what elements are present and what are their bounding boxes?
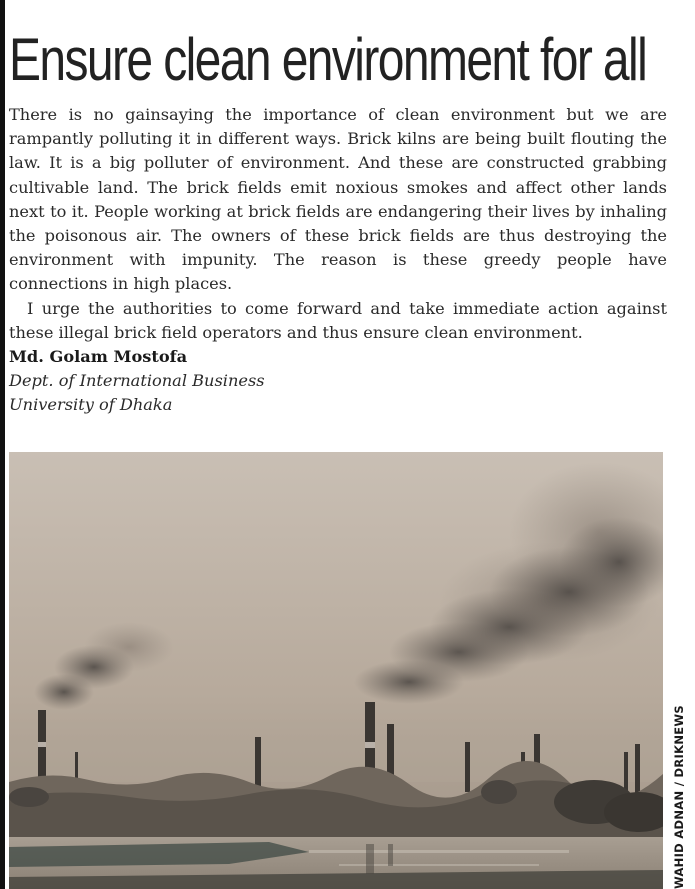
author-name: Md. Golam Mostofa — [9, 347, 188, 367]
photo-credit-text: WAHID ADNAN / DRIKNEWS — [672, 705, 686, 889]
author-university: University of Dhaka — [9, 395, 173, 415]
photo-credit — [664, 452, 686, 889]
paragraph-2: I urge the authorities to come forward and take immediate action against these illegal brick field operators and thus ensure clean environment. — [9, 298, 667, 342]
author-department: Dept. of International Business — [9, 371, 265, 391]
brick-kiln-photo — [9, 452, 663, 889]
paragraph-1: There is no gainsaying the importance of clean environment but we are rampantly polluting it in different ways. Brick kilns are being built flouting the law. It is a big polluter of environment. And these are constructed grabbing cultivable land. The brick fields emit noxious smokes and affect other lands next to it. People working at brick fields are endangering their lives by inhaling the poisonous air. The owners of these brick fields are thus destroying the environment with impunity. The reason is these greedy people have connections in high places. — [9, 105, 667, 294]
photo-illustration — [9, 452, 663, 889]
headline: Ensure clean environment for all — [9, 26, 647, 93]
letter-body — [9, 103, 667, 418]
left-column-rule — [0, 0, 5, 889]
